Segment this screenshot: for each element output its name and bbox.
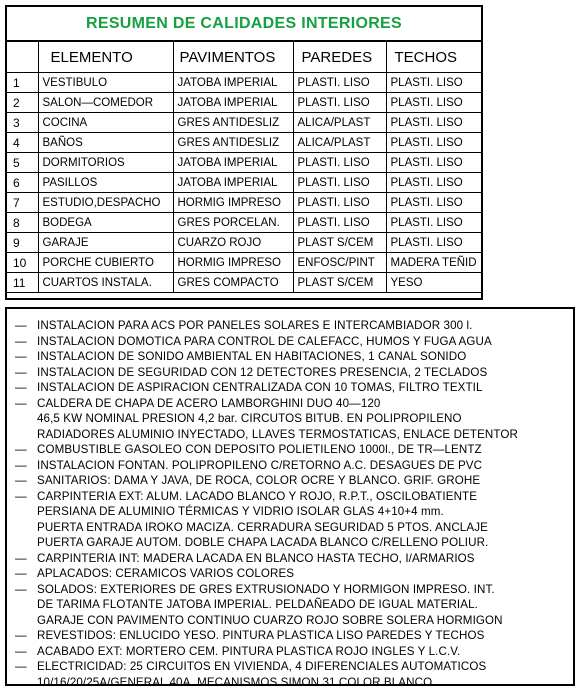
row-techos: PLASTI. LISO (386, 93, 481, 113)
row-paredes: PLAST S/CEM (293, 233, 386, 253)
note-continuation (15, 427, 573, 443)
row-techos: PLASTI. LISO (386, 153, 481, 173)
quality-summary-table (5, 5, 483, 300)
row-elemento: CUARTOS INSTALA. (38, 273, 173, 293)
header-elemento: ELEMENTO (38, 42, 173, 73)
note-text: INSTALACION DE SONIDO AMBIENTAL EN HABITACIONES, 1 CANAL SONIDO (37, 350, 467, 363)
row-elemento: BAÑOS (38, 133, 173, 153)
bullet-dash: — (15, 567, 27, 580)
row-techos: PLASTI. LISO (386, 233, 481, 253)
note-text: COMBUSTIBLE GASOLEO CON DEPOSITO POLIETILENO 1000l., DE TR—LENTZ (37, 443, 482, 456)
bullet-dash: — (15, 396, 27, 410)
note-text: APLACADOS: CERAMICOS VARIOS COLORES (37, 567, 295, 580)
row-paredes: PLAST S/CEM (293, 273, 386, 293)
header-techos: TECHOS (386, 42, 481, 73)
row-techos: PLASTI. LISO (386, 73, 481, 93)
note-item (15, 489, 573, 505)
note-text: PERSIANA DE ALUMINIO TÉRMICAS Y VIDRIO ISOLAR GLAS 4+10+4 mm. (37, 505, 444, 518)
row-pavimento: GRES ANTIDESLIZ (173, 133, 293, 153)
bullet-dash: — (15, 489, 27, 503)
row-number: 2 (7, 93, 38, 113)
row-paredes: PLASTI. LISO (293, 213, 386, 233)
table-row (7, 273, 481, 293)
bullet-dash: — (15, 350, 27, 363)
row-number: 3 (7, 113, 38, 133)
row-pavimento: GRES COMPACTO (173, 273, 293, 293)
qualities-grid (7, 42, 481, 293)
bullet-dash: — (15, 334, 27, 348)
bullet-dash: — (15, 474, 27, 487)
row-paredes: PLASTI. LISO (293, 173, 386, 193)
row-elemento: COCINA (38, 113, 173, 133)
note-text: 46,5 KW NOMINAL PRESION 4,2 bar. CIRCUTOS BITUB. EN POLIPROPILENO (37, 412, 462, 425)
row-pavimento: GRES ANTIDESLIZ (173, 113, 293, 133)
row-techos: PLASTI. LISO (386, 133, 481, 153)
note-continuation (15, 411, 573, 427)
note-item (15, 659, 573, 675)
note-text: CARPINTERIA INT: MADERA LACADA EN BLANCO HASTA TECHO, I/ARMARIOS (37, 551, 475, 565)
bullet-dash: — (15, 660, 27, 673)
row-paredes: ALICA/PLAST (293, 113, 386, 133)
row-elemento: BODEGA (38, 213, 173, 233)
note-text: RADIADORES ALUMINIO INYECTADO, LLAVES TERMOSTATICAS, ENLACE DETENTOR (37, 427, 518, 441)
note-text: ACABADO EXT: MORTERO CEM. PINTURA PLASTICA ROJO INGLES Y L.C.V. (37, 644, 461, 658)
note-text: INSTALACION FONTAN. POLIPROPILENO C/RETORNO A.C. DESAGUES DE PVC (37, 458, 483, 472)
row-techos: PLASTI. LISO (386, 213, 481, 233)
row-number: 6 (7, 173, 38, 193)
note-text: CALDERA DE CHAPA DE ACERO LAMBORGHINI DUO 40—120 (37, 396, 381, 410)
row-paredes: ALICA/PLAST (293, 133, 386, 153)
row-techos: PLASTI. LISO (386, 113, 481, 133)
bullet-dash: — (15, 458, 27, 472)
note-text: INSTALACION PARA ACS POR PANELES SOLARES E INTERCAMBIADOR 300 l. (37, 319, 473, 332)
row-elemento: ESTUDIO,DESPACHO (38, 193, 173, 213)
row-number: 5 (7, 153, 38, 173)
note-item (15, 349, 573, 365)
note-text: INSTALACION DE SEGURIDAD CON 12 DETECTORES PRESENCIA, 2 TECLADOS (37, 365, 488, 379)
note-text: ELECTRICIDAD: 25 CIRCUITOS EN VIVIENDA, 4 DIFERENCIALES AUTOMATICOS (37, 660, 487, 673)
note-text: PUERTA ENTRADA IROKO MACIZA. CERRADURA SEGURIDAD 5 PTOS. ANCLAJE (37, 520, 488, 534)
bullet-dash: — (15, 381, 27, 394)
row-paredes: PLASTI. LISO (293, 193, 386, 213)
table-title: RESUMEN DE CALIDADES INTERIORES (7, 7, 481, 42)
row-number: 7 (7, 193, 38, 213)
row-number: 8 (7, 213, 38, 233)
row-pavimento: CUARZO ROJO (173, 233, 293, 253)
note-item (15, 458, 573, 474)
row-elemento: DORMITORIOS (38, 153, 173, 173)
row-pavimento: JATOBA IMPERIAL (173, 93, 293, 113)
table-row (7, 133, 481, 153)
note-text: INSTALACION DE ASPIRACION CENTRALIZADA CON 10 TOMAS, FILTRO TEXTIL (37, 381, 483, 394)
row-number: 10 (7, 253, 38, 273)
table-row (7, 193, 481, 213)
table-row (7, 233, 481, 253)
note-text: SANITARIOS: DAMA Y JAVA, DE ROCA, COLOR OCRE Y BLANCO. GRIF. GROHE (37, 474, 481, 487)
bullet-dash: — (15, 629, 27, 642)
bullet-dash: — (15, 582, 27, 596)
row-pavimento: JATOBA IMPERIAL (173, 173, 293, 193)
row-elemento: VESTIBULO (38, 73, 173, 93)
note-text: REVESTIDOS: ENLUCIDO YESO. PINTURA PLASTICA LISO PAREDES Y TECHOS (37, 629, 485, 642)
note-item (15, 396, 573, 412)
note-continuation (15, 504, 573, 520)
row-elemento: GARAJE (38, 233, 173, 253)
row-pavimento: JATOBA IMPERIAL (173, 153, 293, 173)
row-number: 1 (7, 73, 38, 93)
note-continuation (15, 535, 573, 551)
header-pavimentos: PAVIMENTOS (173, 42, 293, 73)
row-paredes: PLASTI. LISO (293, 73, 386, 93)
header-index (7, 42, 38, 73)
table-row (7, 173, 481, 193)
note-item (15, 644, 573, 660)
table-row (7, 253, 481, 273)
note-item (15, 551, 573, 567)
row-number: 11 (7, 273, 38, 293)
header-row (7, 42, 481, 73)
row-paredes: ENFOSC/PINT (293, 253, 386, 273)
note-item (15, 334, 573, 350)
note-text: GARAJE CON PAVIMENTO CONTINUO CUARZO ROJO SOBRE SOLERA HORMIGON (37, 613, 503, 627)
note-item (15, 442, 573, 458)
row-techos: PLASTI. LISO (386, 173, 481, 193)
note-continuation (15, 597, 573, 613)
note-item (15, 365, 573, 381)
note-continuation (15, 613, 573, 629)
row-number: 9 (7, 233, 38, 253)
row-pavimento: HORMIG IMPRESO (173, 253, 293, 273)
table-row (7, 113, 481, 133)
row-paredes: PLASTI. LISO (293, 153, 386, 173)
row-number: 4 (7, 133, 38, 153)
row-paredes: PLASTI. LISO (293, 93, 386, 113)
header-paredes: PAREDES (293, 42, 386, 73)
note-text: DE TARIMA FLOTANTE JATOBA IMPERIAL. PELDAÑEADO DE IGUAL MATERIAL. (37, 598, 478, 611)
bullet-dash: — (15, 319, 27, 332)
note-text: CARPINTERIA EXT: ALUM. LACADO BLANCO Y ROJO, R.P.T., OSCILOBATIENTE (37, 489, 478, 503)
row-pavimento: HORMIG IMPRESO (173, 193, 293, 213)
note-text: SOLADOS: EXTERIORES DE GRES EXTRUSIONADO Y HORMIGON IMPRESO. INT. (37, 582, 495, 596)
note-item (15, 318, 573, 334)
note-text: INSTALACION DOMOTICA PARA CONTROL DE CALEFACC, HUMOS Y FUGA AGUA (37, 334, 492, 348)
note-continuation (15, 675, 573, 691)
note-item (15, 566, 573, 582)
table-row (7, 93, 481, 113)
row-elemento: PORCHE CUBIERTO (38, 253, 173, 273)
note-continuation (15, 520, 573, 536)
row-pavimento: GRES PORCELAN. (173, 213, 293, 233)
note-item (15, 473, 573, 489)
specifications-notes (5, 307, 575, 689)
note-item (15, 628, 573, 644)
note-item (15, 582, 573, 598)
bullet-dash: — (15, 644, 27, 658)
table-row (7, 153, 481, 173)
note-text: 10/16/20/25A/GENERAL 40A. MECANISMOS SIMON 31 COLOR BLANCO (37, 675, 433, 689)
row-techos: PLASTI. LISO (386, 193, 481, 213)
row-elemento: SALON—COMEDOR (38, 93, 173, 113)
note-text: PUERTA GARAJE AUTOM. DOBLE CHAPA LACADA BLANCO C/RELLENO POLIUR. (37, 536, 489, 549)
note-item (15, 380, 573, 396)
bullet-dash: — (15, 443, 27, 456)
row-pavimento: JATOBA IMPERIAL (173, 73, 293, 93)
row-techos: YESO (386, 273, 481, 293)
table-row (7, 73, 481, 93)
bullet-dash: — (15, 551, 27, 565)
bullet-dash: — (15, 365, 27, 379)
row-techos: MADERA TEÑID (386, 253, 481, 273)
table-row (7, 213, 481, 233)
row-elemento: PASILLOS (38, 173, 173, 193)
